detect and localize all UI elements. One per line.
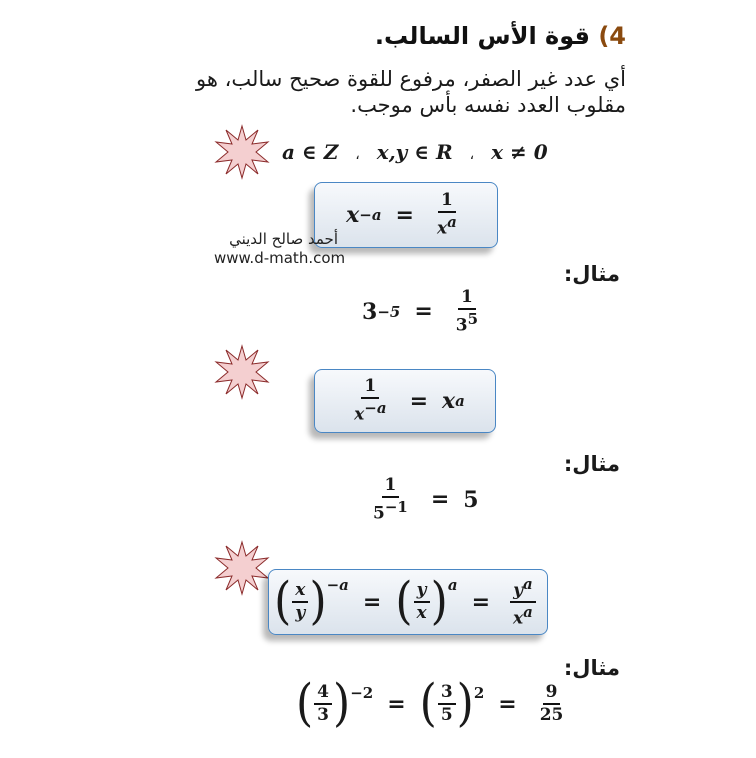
rule2-numerator: 1 (361, 377, 379, 399)
example3-left-fraction: $\frac{4}{3}$ (314, 683, 332, 724)
example2-equals: = (430, 487, 450, 513)
example3-formula: ( $\frac{4}{3}$ ) −2 = ( $\frac{3}{5}$ ) 2 = $\frac{9}{25}$ (296, 682, 572, 726)
rule2-fraction (351, 377, 389, 424)
example1-equals: = (414, 299, 433, 325)
example1-fraction (453, 288, 481, 335)
rule3-equals-1: = (362, 589, 382, 615)
rule3-left-fraction: $\frac{x}{y}$ (292, 581, 308, 622)
rule3-middle-exp: a (447, 576, 458, 594)
example-label: مثال: (563, 656, 620, 680)
rule2-denominator: x−a (354, 399, 387, 425)
example-label: مثال: (563, 452, 620, 476)
example1-base: 3 (362, 298, 378, 325)
rule-box-reciprocal (314, 369, 496, 433)
example3-result-fraction: $\frac{9}{25}$ (539, 682, 564, 725)
example2-formula (364, 476, 479, 523)
example3-left-exp: −2 (350, 684, 374, 702)
condition-x: x ≠ 0 (491, 140, 548, 164)
rule-box-negative-exponent (314, 182, 498, 248)
example2-numerator: 1 (382, 476, 400, 498)
example1-denominator: 35 (455, 309, 479, 336)
example2-denominator: 5−1 (373, 497, 408, 524)
rule2-formula (315, 370, 495, 432)
condition-separator: ، (355, 147, 360, 163)
rule1-numerator: 1 (438, 191, 456, 213)
intro-paragraph (156, 66, 626, 118)
rule3-equals-2: = (471, 589, 490, 615)
section-number: 4) (598, 22, 626, 50)
example-label: مثال: (563, 262, 620, 286)
rule1-equals: = (395, 202, 414, 228)
example2-result: 5 (463, 486, 479, 513)
rule3-left-exp: −a (326, 576, 349, 594)
intro-line-2: مقلوب العدد نفسه بأس موجب. (350, 93, 626, 117)
watermark-site: www.d-math.com (214, 249, 346, 267)
rule1-base: x (346, 202, 360, 228)
condition-a: a ∈ Z (282, 140, 339, 164)
rule-box-fraction-power (268, 569, 548, 635)
example2-fraction (370, 476, 411, 523)
watermark-author: أحمد صالح الديني (229, 230, 338, 248)
rule3-formula: ( $\frac{x}{y}$ ) −a = ( $\frac{y}{x}$ ) a = $\frac{ya}{xa}$ (269, 570, 547, 634)
rule2-result-exp: a (455, 392, 465, 410)
rule3-middle-fraction: $\frac{y}{x}$ (414, 581, 430, 622)
rule2-equals: = (409, 388, 428, 414)
example1-exp: −5 (377, 302, 401, 321)
example3-middle-fraction: $\frac{3}{5}$ (438, 683, 456, 724)
section-title (375, 22, 626, 50)
star-burst-icon (214, 540, 270, 596)
section-title-text: قوة الأس السالب. (374, 22, 590, 50)
example3-middle-exp: 2 (473, 684, 485, 702)
condition-separator: ، (469, 147, 475, 163)
example3-equals-1: = (387, 691, 406, 717)
rule1-exp: −a (359, 206, 382, 224)
example1-formula (362, 288, 487, 335)
example3-equals-2: = (498, 691, 517, 717)
rule1-denominator: xa (436, 213, 457, 239)
rule3-right-fraction: $\frac{ya}{xa}$ (510, 576, 536, 629)
star-burst-icon (214, 124, 270, 180)
rule1-formula (315, 183, 497, 247)
star-burst-icon (214, 344, 270, 400)
intro-line-1: أي عدد غير الصفر، مرفوع للقوة صحيح سالب، هو (196, 67, 626, 91)
example1-numerator: 1 (458, 288, 476, 310)
condition-line (282, 140, 548, 164)
rule2-result-base: x (442, 388, 456, 414)
rule1-fraction (434, 191, 460, 238)
condition-xy: x,y ∈ R (376, 140, 453, 164)
